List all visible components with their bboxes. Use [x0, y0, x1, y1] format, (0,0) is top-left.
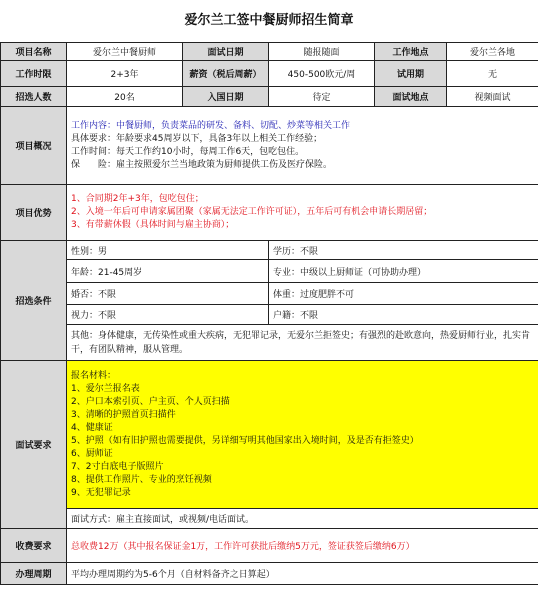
period-label: 办理周期 — [1, 563, 67, 585]
materials-item: 5、护照（如有旧护照也需要提供，另详细写明其他国家出入境时间，及是否有拒签史） — [71, 435, 419, 446]
probation-label: 试用期 — [375, 61, 447, 87]
table-row — [1, 107, 538, 185]
table-row — [1, 305, 538, 325]
table-row — [1, 361, 538, 509]
table-row — [1, 61, 538, 87]
hukou-field: 户籍：不限 — [269, 305, 538, 325]
conditions-label: 招选条件 — [1, 241, 67, 361]
table-row — [1, 509, 538, 529]
fees-label: 收费要求 — [1, 529, 67, 563]
gender-field: 性别：男 — [67, 241, 269, 260]
table-row — [1, 529, 538, 563]
materials-title: 报名材料： — [71, 370, 117, 381]
materials-item: 7、2寸白底电子版照片 — [71, 461, 164, 472]
interview-method: 面试方式：雇主直接面试，或视频/电话面试。 — [67, 509, 538, 529]
table-row — [1, 563, 538, 585]
education-field: 学历：不限 — [269, 241, 538, 260]
weight-field: 体重：过度肥胖不可 — [269, 283, 538, 305]
materials-item: 1、爱尔兰报名表 — [71, 383, 140, 394]
period-text: 平均办理周期约为5-6个月（自材料备齐之日算起） — [67, 563, 538, 585]
materials-item: 9、无犯罪记录 — [71, 487, 131, 498]
materials-box — [67, 361, 538, 509]
work-location-label: 工作地点 — [375, 43, 447, 61]
salary-value: 450-500欧元/周 — [269, 61, 375, 87]
project-name-value: 爱尔兰中餐厨师 — [67, 43, 183, 61]
advantage-line: 3、有带薪休假（具体时间与雇主协商）； — [71, 220, 235, 230]
table-row — [1, 87, 538, 107]
entry-date-value: 待定 — [269, 87, 375, 107]
interview-date-label: 面试日期 — [183, 43, 269, 61]
probation-value: 无 — [447, 61, 538, 87]
headcount-label: 招选人数 — [1, 87, 67, 107]
overview-content — [67, 107, 538, 185]
table-row — [1, 241, 538, 260]
advantage-label: 项目优势 — [1, 185, 67, 241]
materials-item: 3、清晰的护照首页扫描件 — [71, 409, 176, 420]
work-term-value: 2+3年 — [67, 61, 183, 87]
overview-label: 项目概况 — [1, 107, 67, 185]
headcount-value: 20名 — [67, 87, 183, 107]
advantage-content — [67, 185, 538, 241]
materials-item: 2、户口本索引页、户主页、个人页扫描 — [71, 396, 230, 407]
overview-line: 工作内容：中餐厨师，负责菜品的研发、备料、切配、炒菜等相关工作 — [71, 120, 351, 131]
project-name-label: 项目名称 — [1, 43, 67, 61]
advantage-line: 2、入境一年后可申请家属团聚（家属无法定工作许可证），五年后可有机会申请长期居留； — [71, 207, 433, 217]
interview-location-label: 面试地点 — [375, 87, 447, 107]
interview-location-value: 视频面试 — [447, 87, 538, 107]
materials-item: 4、健康证 — [71, 422, 113, 433]
fees-text: 总收费12万（其中报名保证金1万，工作许可获批后缴纳5万元，签证获签后缴纳6万） — [67, 529, 538, 563]
overview-line: 工作时间：每天工作约10小时，每周工作6天，包吃包住。 — [71, 146, 305, 157]
overview-line: 保 险：雇主按照爱尔兰当地政策为厨师提供工伤及医疗保险。 — [71, 159, 333, 170]
marriage-field: 婚否：不限 — [67, 283, 269, 305]
table-row — [1, 283, 538, 305]
work-location-value: 爱尔兰各地 — [447, 43, 538, 61]
table-row — [1, 325, 538, 361]
other-requirements: 其他：身体健康，无传染性或重大疾病，无犯罪记录，无爱尔兰拒签史；有强烈的赴欧意向，热爱厨师行业，扎实肯干，有团队精神，服从管理。 — [67, 325, 538, 361]
materials-item: 6、厨师证 — [71, 448, 113, 459]
age-field: 年龄：21-45周岁 — [67, 260, 269, 283]
table-row — [1, 43, 538, 61]
advantage-line: 1、合同期2年+3年，包吃包住； — [71, 194, 204, 204]
profession-field: 专业：中级以上厨师证（可协助办理） — [269, 260, 538, 283]
work-term-label: 工作时限 — [1, 61, 67, 87]
overview-line: 具体要求：年龄要求45周岁以下，具备3年以上相关工作经验； — [71, 133, 323, 144]
entry-date-label: 入国日期 — [183, 87, 269, 107]
table-row — [1, 185, 538, 241]
salary-label: 薪资（税后周薪） — [183, 61, 269, 87]
table-row — [1, 260, 538, 283]
info-table — [0, 42, 538, 585]
interview-label: 面试要求 — [1, 361, 67, 529]
page-title: 爱尔兰工签中餐厨师招生简章 — [0, 0, 538, 43]
vision-field: 视力：不限 — [67, 305, 269, 325]
materials-item: 8、提供工作照片、专业的烹饪视频 — [71, 474, 212, 485]
interview-date-value: 随报随面 — [269, 43, 375, 61]
